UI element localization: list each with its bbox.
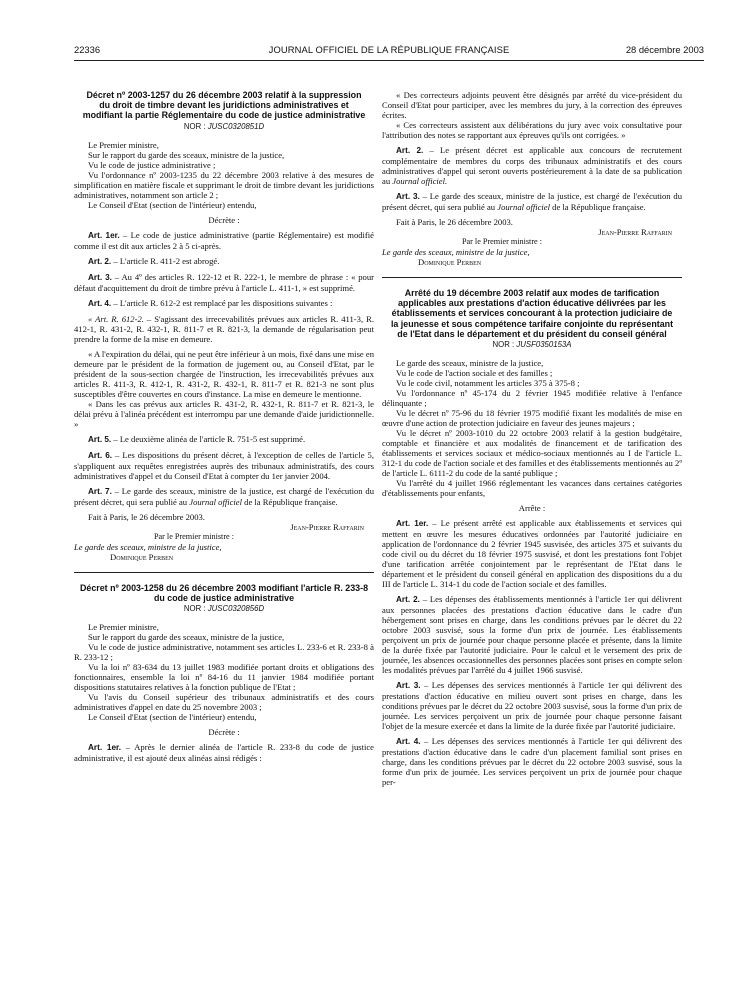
page-number: 22336 <box>74 44 101 55</box>
article-text: – L'article R. 612-2 est remplacé par les dispositions suivantes : <box>111 297 333 308</box>
preamble-line: Vu le code de l'action sociale et des familles ; <box>396 368 553 379</box>
article <box>74 298 374 309</box>
quoted-paragraph: « Des correcteurs adjoints peuvent être désignés par arrêté du vice-président du Conseil d'Etat pour participer, avec les membres du jury, à la correction des épreuves écrites. <box>382 90 682 120</box>
left-column <box>74 90 374 763</box>
preamble-line: Le garde des sceaux, ministre de la justice, <box>396 358 544 369</box>
article-text: – Les dépenses des services mentionnés à l'article 1er qui délivrent des prestations d'action éducative en milieu ouvert sont prises en charge, dans les conditions prévues par le décret du 22 octobre 2003 susvisé, sous la forme d'un prix de journée. Les services perçoivent un prix de journée pour chaque personne faisant l'objet de la mesure exercée et dans la limite de la durée fixée par l'autorité judiciaire. <box>382 680 682 732</box>
preamble-line: Vu le code civil, notamment les articles 375 à 375-8 ; <box>396 378 580 389</box>
preamble-line: Vu l'ordonnance nº 45-174 du 2 février 1945 modifiée relative à l'enfance délinquante ; <box>382 388 682 409</box>
article-text: – L'article R. 411-2 est abrogé. <box>111 255 220 266</box>
signature-date: Fait à Paris, le 26 décembre 2003. <box>88 511 205 522</box>
article-label: Art. 1er. <box>88 230 120 240</box>
signature-date: Fait à Paris, le 26 décembre 2003. <box>396 217 513 227</box>
by-line: Par le Premier ministre : <box>153 531 235 541</box>
preamble-line: Vu la loi nº 83-634 du 13 juillet 1983 modifiée portant droits et obligations des fonctionnaires, ensemble la loi nº 84-16 du 11 janvier 1984 modifiée portant dispositions statutaires relatives à la fonction publique de l'Etat ; <box>74 662 374 693</box>
article-label: Art. 3. <box>396 192 420 201</box>
nor-label: NOR : <box>492 340 515 350</box>
nor-code: JUSC0320851D <box>207 121 265 131</box>
preamble-line: Sur le rapport du garde des sceaux, ministre de la justice, <box>88 632 285 643</box>
article <box>74 434 374 445</box>
article-label: Art. 2. <box>88 256 112 266</box>
article-text: de la République française. <box>550 202 646 212</box>
article-text: – Les dépenses des établissements mentionnés à l'article 1er qui délivrent aux personnes placées des prestations d'action éducative dans le cadre d'un hébergement sont prises en charge, dans les conditions prévues par le décret du 22 octobre 2003 susvisé, sous la forme d'un prix de journée. Les établissements perçoivent un prix de journée pour chaque personne placée et présente, dans la limite de la durée fixée par l'autorité judiciaire. Pour le calcul et le versement des prix de journée, les absences occasionnelles des personnes placées sont prises en compte selon les modalités prévues par l'arrêté du 4 juillet 1966 susvisé. <box>382 594 682 676</box>
article-label: Art. 4. <box>88 298 112 308</box>
preamble-line: Vu l'ordonnance nº 2003-1235 du 22 décembre 2003 relative à des mesures de simplification en matière fiscale et supprimant le droit de timbre devant les juridictions administratives, notamment son article 2 ; <box>74 169 374 200</box>
article-label: Art. 7. <box>88 486 112 496</box>
article-text: – Le code de justice administrative (partie Réglementaire) est modifié comme il est dit aux articles 2 à 5 ci-après. <box>74 229 374 251</box>
journal-name: Journal officiel. <box>392 176 448 186</box>
article-text: – Le présent arrêté est applicable aux établissements et services qui mettent en œuvre les mesures éducatives ordonnées par l'autorité judiciaire en application de l'ordonnance du 2 février 1945 susvisée, des articles 375 et suivants du code civil ou du décret du 18 février 1975 susvisé, et dont les prestations font l'objet d'une tarification arrêtée conjointement par le représentant de l'Etat dans le département et le président du conseil général en application des dispositions du a du III de l'article L. 314-1 du code de l'action sociale et des familles. <box>382 518 683 590</box>
article-label: Art. 5. <box>88 434 112 444</box>
preamble-line: Vu le code de justice administrative ; <box>88 159 216 170</box>
article <box>74 450 374 481</box>
quoted-paragraph <box>74 314 374 344</box>
article-text: – Le garde des sceaux, ministre de la justice, est chargé de l'exécution du présent décret, qui sera publié au <box>74 485 374 507</box>
quoted-paragraph: « Dans les cas prévus aux articles R. 431-2, R. 432-1, R. 811-7 et R. 821-3, le délai prévu à l'alinéa précédent est interrompu par une demande d'aide juridictionnelle. » <box>74 398 374 429</box>
journal-name: Journal officiel <box>189 496 243 507</box>
preamble-line: Vu le décret nº 2003-1010 du 22 octobre 2003 relatif à la gestion budgétaire, comptable et financière et aux modalités de financement et de tarification des établissements et services sociaux et médico-sociaux mentionnés au I de l'article L. 312-1 du code de l'action sociale et des familles et des établissements mentionnés au 2º de l'article L. 6111-2 du code de la santé publique ; <box>382 428 682 479</box>
signer-name: Jean-Pierre Raffarin <box>290 521 364 532</box>
article <box>382 145 682 186</box>
article-text: de la République française. <box>242 496 338 507</box>
authority-line: Le garde des sceaux, ministre de la justice, <box>74 541 222 552</box>
preamble-line: Vu le code de justice administrative, notamment ses articles L. 233-6 et R. 233-8 à R. 233-12 ; <box>74 642 374 663</box>
nor-code: JUSC0320856D <box>207 604 265 614</box>
quoted-article-label: « Art. R. 612-2. <box>88 313 144 324</box>
article <box>382 736 682 787</box>
preamble-line: Le Conseil d'Etat (section de l'intérieur) entendu, <box>88 199 257 210</box>
decree2-title: Décret nº 2003-1258 du 26 décembre 2003 modifiant l'article R. 233-8 du code de justice administrative <box>80 582 369 603</box>
article-text: – Au 4º des articles R. 122-12 et R. 222-1, le membre de phrase : « pour défaut d'acquittement du droit de timbre prévu à l'article L. 411-1, » est supprimé. <box>74 271 374 293</box>
section-separator <box>382 277 682 278</box>
preamble-line: Le Premier ministre, <box>88 622 159 633</box>
article-label: Art. 1er. <box>88 743 122 753</box>
nor-label: NOR : <box>183 121 206 131</box>
quoted-paragraph: « A l'expiration du délai, qui ne peut être inférieur à un mois, fixé dans une mise en demeure par le président de la formation de jugement ou, au Conseil d'Etat, par le président de la sous-section chargée de l'instruction, les irrecevabilités prévues aux articles R. 411-3, R. 412-1, R. 431-2, R. 432-1, R. 811-7 et R. 821-3 ne sont plus susceptibles d'être couvertes en cours d'instance. La mise en demeure le mentionne. <box>74 348 374 399</box>
article-label: Art. 2. <box>396 595 420 605</box>
preamble-line: Vu l'arrêté du 4 juillet 1966 réglementant les vacances dans certaines catégories d'établissements pour enfants, <box>382 478 682 499</box>
article <box>74 486 374 507</box>
signer-name: Jean-Pierre Raffarin <box>598 227 672 237</box>
article-text: – Le présent décret est applicable aux concours de recrutement complémentaire de membres du corps des tribunaux administratifs et des cours administratives d'appel qui seront ouverts postérieurement à la date de sa publication au <box>382 145 682 186</box>
article-text: – Les dépenses des services mentionnés à l'article 1er qui délivrent des prestations d'action éducative dans le cadre d'un placement familial sont prises en charge, dans les conditions prévues par le décret du 22 octobre 2003 susvisé, sous la forme d'un prix de journée. Les services perçoivent un prix de journée pour chaque per- <box>382 736 682 788</box>
quoted-text: – S'agissant des irrecevabilités prévues aux articles R. 411-3, R. 412-1, R. 431-2, R. 432-1, R. 811-7 et R. 821-3, la demande de régularisation peut prendre la forme de la mise en demeure. <box>74 313 374 344</box>
issue-date: 28 décembre 2003 <box>625 44 704 55</box>
journal-title: JOURNAL OFFICIEL DE LA RÉPUBLIQUE FRANÇAISE <box>268 44 510 55</box>
nor-code: JUSF0350153A <box>516 340 572 350</box>
article-label: Art. 6. <box>88 450 113 460</box>
nor-label: NOR : <box>183 604 206 614</box>
arrete-title: Arrêté du 19 décembre 2003 relatif aux modes de tarification applicables aux prestations d'action éducative délivrées par les établissements et services concourant à la protection judiciaire de la jeunesse et sous compétence tarifaire conjointe du représentant de l'Etat dans le département et du président du conseil général <box>390 288 674 339</box>
by-line: Par le Premier ministre : <box>461 237 543 246</box>
preamble-line: Sur le rapport du garde des sceaux, ministre de la justice, <box>88 149 285 160</box>
article <box>74 742 374 763</box>
article <box>382 594 682 675</box>
quoted-paragraph: « Ces correcteurs assistent aux délibérations du jury avec voix consultative pour l'attribution des notes se rapportant aux épreuves qu'ils ont corrigées. » <box>382 120 682 140</box>
minister-name: Dominique Perben <box>110 551 174 562</box>
right-column <box>382 90 682 787</box>
arrete-heading: Arrête : <box>518 503 546 514</box>
article <box>382 191 682 212</box>
journal-name: Journal officiel <box>497 202 551 212</box>
article-label: Art. 2. <box>396 146 424 155</box>
decrete-heading: Décrète : <box>208 214 240 225</box>
section-separator <box>74 572 374 573</box>
article-text: – Le garde des sceaux, ministre de la justice, est chargé de l'exécution du présent décret, qui sera publié au <box>382 191 682 212</box>
decree1-title: Décret nº 2003-1257 du 26 décembre 2003 relatif à la suppression du droit de timbre devant les juridictions administratives et modifiant la partie Réglementaire du code de justice administrative <box>82 90 366 121</box>
article-label: Art. 4. <box>396 737 421 747</box>
header-rule <box>74 60 704 61</box>
arrete-nor <box>382 340 682 350</box>
preamble-line: Vu l'avis du Conseil supérieur des tribunaux administratifs et des cours administratives d'appel en date du 25 novembre 2003 ; <box>74 692 374 713</box>
preamble-line: Le Premier ministre, <box>88 139 159 150</box>
minister-name: Dominique Perben <box>418 257 482 267</box>
preamble-line: Le Conseil d'Etat (section de l'intérieur) entendu, <box>88 712 257 723</box>
article <box>74 256 374 267</box>
article-label: Art. 3. <box>88 272 112 282</box>
article-label: Art. 3. <box>396 681 421 691</box>
article-text: – Après le dernier alinéa de l'article R. 233-8 du code de justice administrative, il est ajouté deux alinéas ainsi rédigés : <box>74 742 374 764</box>
article-text: – Le deuxième alinéa de l'article R. 751-5 est supprimé. <box>111 433 306 444</box>
article-text: – Les dispositions du présent décret, à l'exception de celles de l'article 5, s'appliquent aux requêtes enregistrées auprès des tribunaux administratifs, des cours administratives d'appel et du Conseil d'Etat à compter du 1er janvier 2004. <box>74 449 374 481</box>
decree2-nor <box>74 604 374 614</box>
article <box>382 518 682 589</box>
page-header <box>74 44 704 58</box>
authority-line: Le garde des sceaux, ministre de la justice, <box>382 247 530 257</box>
decrete-heading: Décrète : <box>208 727 240 738</box>
article-label: Art. 1er. <box>396 519 429 529</box>
preamble-line: Vu le décret nº 75-96 du 18 février 1975 modifié fixant les modalités de mise en œuvre d'une action de protection judiciaire en faveur des jeunes majeurs ; <box>382 408 682 429</box>
article <box>74 272 374 293</box>
article <box>382 680 682 731</box>
decree1-nor <box>74 122 374 132</box>
